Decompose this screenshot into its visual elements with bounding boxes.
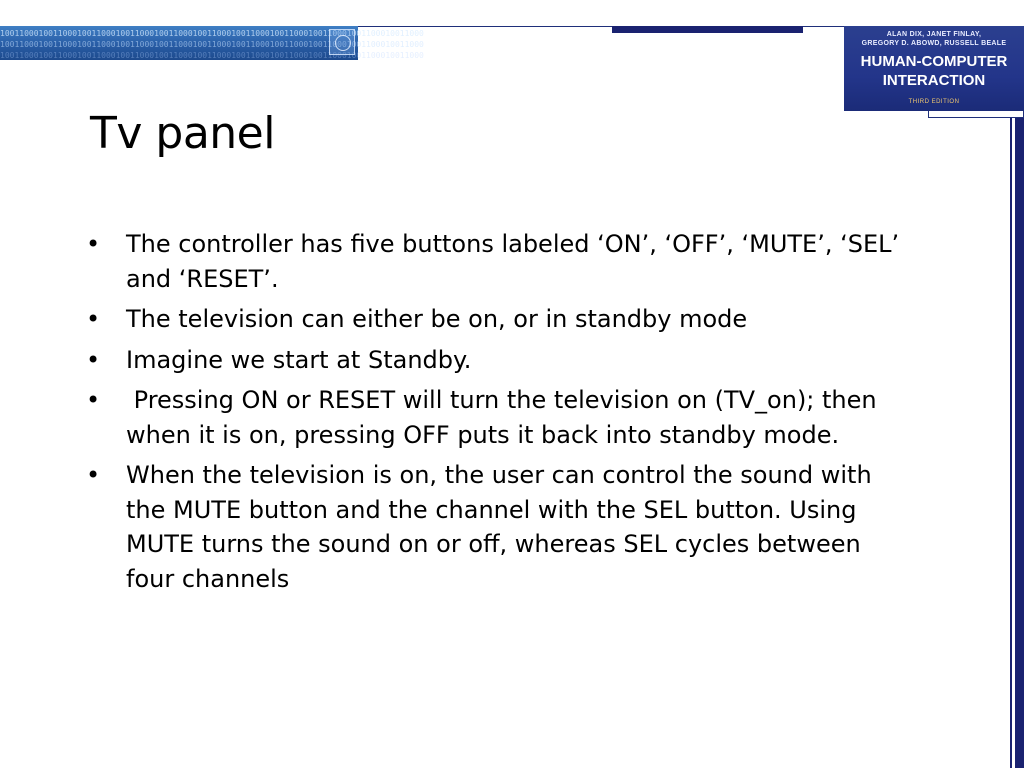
bullet-text: Imagine we start at Standby. — [126, 345, 472, 374]
bullet-text: The controller has five buttons labeled ‘ON’, ‘OFF’, ‘MUTE’, ‘SEL’ and ‘RESET’. — [126, 230, 907, 293]
binary-text-row: 1001100010011000100110001001100010011000100110001001100010011000100110001001100010011000 — [0, 51, 424, 60]
book-cover-logo — [844, 26, 1024, 111]
bullet-text: The television can either be on, or in standby mode — [126, 305, 748, 333]
cover-underline-frame — [928, 111, 1024, 118]
right-edge-stripe — [1015, 118, 1024, 768]
book-authors-line-2: GREGORY D. ABOWD, RUSSELL BEALE — [861, 40, 1007, 47]
bullet-item — [86, 343, 916, 378]
right-edge-thin-stripe — [1010, 118, 1012, 768]
bullet-item — [86, 383, 916, 452]
bullet-marker: • — [86, 386, 101, 414]
bullet-text: When the television is on, the user can control the sound with the MUTE button and the channel with the SEL button. Using MUTE turns the sound on or off, whereas SEL cycles between four channels — [126, 461, 880, 593]
binary-text-row: 1001100010011000100110001001100010011000100110001001100010011000100110001001100010011000 — [0, 29, 424, 38]
header-accent-bar — [612, 26, 803, 33]
binary-header-banner — [0, 26, 424, 60]
bullet-marker: • — [86, 345, 101, 374]
bullet-text: Pressing ON or RESET will turn the television on (TV_on); then when it is on, pressing OFF puts it back into standby mode. — [126, 386, 885, 449]
bullet-marker: • — [86, 305, 101, 333]
book-title — [844, 52, 1024, 90]
book-title-line-2: INTERACTION — [882, 72, 986, 89]
bullet-marker: • — [86, 230, 101, 258]
book-authors-line-1: ALAN DIX, JANET FINLAY, — [886, 31, 982, 38]
book-edition: THIRD EDITION — [908, 99, 960, 105]
bullet-list — [86, 227, 916, 602]
book-title-line-1: HUMAN-COMPUTER — [860, 53, 1008, 70]
slide-title: Tv panel — [90, 108, 275, 159]
bullet-item — [86, 458, 916, 596]
binary-text-row: 1001100010011000100110001001100010011000100110001001100010011000100110001001100010011000 — [0, 40, 424, 49]
bullet-item — [86, 302, 916, 337]
book-authors — [844, 30, 1024, 48]
circuit-emblem-icon — [329, 29, 355, 55]
bullet-item — [86, 227, 916, 296]
bullet-marker: • — [86, 461, 101, 489]
